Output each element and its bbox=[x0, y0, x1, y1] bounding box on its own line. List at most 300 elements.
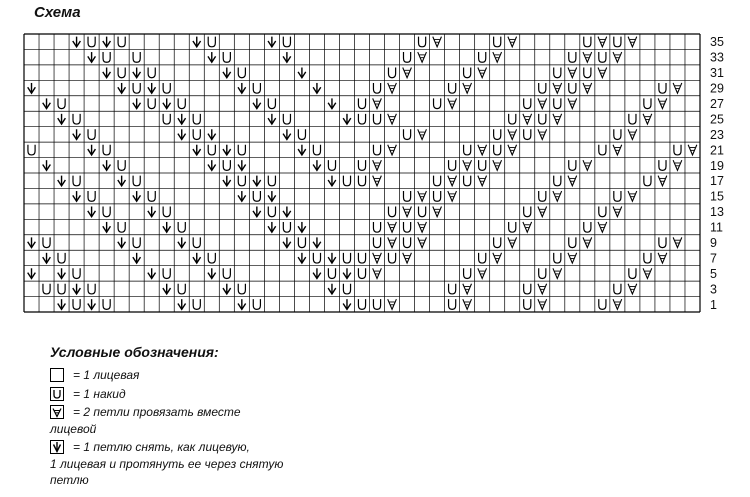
slip-stitch-mark bbox=[223, 176, 231, 186]
yarn-over-mark bbox=[449, 160, 456, 170]
yarn-over-mark bbox=[283, 37, 290, 47]
slip-stitch-mark bbox=[73, 129, 81, 139]
yarn-over-mark bbox=[118, 37, 125, 47]
yarn-over-mark bbox=[629, 114, 636, 124]
slip-stitch-mark bbox=[163, 284, 171, 294]
yarn-over-mark bbox=[358, 176, 365, 186]
yarn-over-mark bbox=[358, 114, 365, 124]
k2tog-mark bbox=[388, 83, 397, 93]
yarn-over-mark bbox=[509, 114, 516, 124]
row-label: 31 bbox=[710, 66, 724, 81]
slip-stitch-mark bbox=[103, 160, 111, 170]
slip-stitch-mark bbox=[193, 145, 201, 155]
yarn-over-mark bbox=[373, 83, 380, 93]
yarn-over-mark bbox=[298, 129, 305, 139]
slip-stitch-mark bbox=[73, 37, 81, 47]
row-label: 13 bbox=[710, 205, 724, 220]
k2tog-mark bbox=[448, 176, 457, 186]
slip-stitch-mark bbox=[118, 237, 126, 247]
yarn-over-mark bbox=[509, 222, 516, 232]
k2tog-mark bbox=[553, 114, 562, 124]
slip-stitch-mark bbox=[28, 268, 36, 278]
yarn-over-mark bbox=[464, 176, 471, 186]
slip-stitch-mark bbox=[88, 207, 96, 217]
yarn-over-mark bbox=[644, 176, 651, 186]
slip-stitch-mark bbox=[178, 114, 186, 124]
yarn-over-mark bbox=[118, 160, 125, 170]
k2tog-mark bbox=[613, 299, 622, 309]
yarn-over-mark bbox=[388, 253, 395, 263]
legend-text-slip-1: = 1 петлю снять, как лицевую, bbox=[73, 440, 250, 454]
k2tog-mark bbox=[508, 237, 517, 247]
k2tog-mark bbox=[688, 145, 697, 155]
row-label: 3 bbox=[710, 282, 717, 297]
yarn-over-mark bbox=[298, 237, 305, 247]
k2tog-mark bbox=[373, 268, 382, 278]
slip-stitch-mark bbox=[88, 145, 96, 155]
yarn-over-mark bbox=[569, 52, 576, 62]
slip-stitch-mark bbox=[253, 98, 261, 108]
yarn-over-mark bbox=[403, 237, 410, 247]
yarn-over-mark bbox=[373, 222, 380, 232]
slip-stitch-mark bbox=[268, 222, 276, 232]
slip-stitch-mark bbox=[58, 268, 66, 278]
yarn-over-mark bbox=[253, 83, 260, 93]
slip-stitch-mark bbox=[208, 129, 216, 139]
k2tog-mark bbox=[403, 253, 412, 263]
yarn-over-mark bbox=[659, 237, 666, 247]
yarn-over-mark bbox=[659, 83, 666, 93]
row-label: 9 bbox=[710, 236, 717, 250]
yarn-over-mark bbox=[193, 129, 200, 139]
yarn-over-mark bbox=[43, 284, 50, 294]
yarn-over-mark bbox=[238, 176, 245, 186]
yarn-over-mark bbox=[313, 145, 320, 155]
slip-stitch-mark bbox=[58, 299, 66, 309]
slip-stitch-mark bbox=[253, 207, 261, 217]
yarn-over-mark bbox=[419, 37, 426, 47]
row-label: 27 bbox=[710, 97, 724, 111]
yarn-over-mark bbox=[464, 68, 471, 78]
yarn-over-mark bbox=[569, 160, 576, 170]
row-label: 23 bbox=[710, 127, 724, 142]
k2tog-mark bbox=[613, 207, 622, 217]
yarn-over-mark bbox=[73, 114, 80, 124]
legend-text-k2tog-1: = 2 петли провязать вместе bbox=[73, 405, 241, 419]
slip-stitch-mark bbox=[118, 176, 126, 186]
row-label: 11 bbox=[710, 220, 723, 235]
yarn-over-mark bbox=[479, 253, 486, 263]
slip-stitch-mark bbox=[148, 83, 156, 93]
yarn-over-mark bbox=[614, 37, 621, 47]
k2tog-mark bbox=[478, 145, 487, 155]
legend-item-yarn-over bbox=[50, 387, 126, 401]
yarn-over-mark bbox=[223, 160, 230, 170]
slip-stitch-mark bbox=[43, 98, 51, 108]
k2tog-mark bbox=[673, 83, 682, 93]
yarn-over-mark bbox=[43, 237, 50, 247]
slip-stitch-mark bbox=[178, 299, 186, 309]
k2tog-mark bbox=[628, 37, 637, 47]
yarn-over-mark bbox=[88, 191, 95, 201]
slip-stitch-mark bbox=[133, 98, 141, 108]
slip-stitch-mark bbox=[223, 68, 231, 78]
slip-stitch-mark bbox=[103, 68, 111, 78]
yarn-over-mark bbox=[328, 268, 335, 278]
yarn-over-mark bbox=[358, 299, 365, 309]
k2tog-mark bbox=[508, 129, 517, 139]
yarn-over-mark bbox=[268, 176, 275, 186]
row-label: 29 bbox=[710, 81, 724, 96]
yarn-over-mark bbox=[163, 268, 170, 278]
k2tog-mark bbox=[388, 299, 397, 309]
yarn-over-mark bbox=[644, 253, 651, 263]
slip-stitch-mark bbox=[328, 98, 336, 108]
row-label: 35 bbox=[710, 35, 724, 50]
slip-stitch-mark bbox=[178, 129, 186, 139]
yarn-over-mark bbox=[494, 237, 501, 247]
k2tog-mark bbox=[448, 98, 457, 108]
slip-stitch-mark bbox=[283, 129, 291, 139]
yarn-over-mark bbox=[358, 268, 365, 278]
yarn-over-mark bbox=[434, 98, 441, 108]
k2tog-mark bbox=[373, 98, 382, 108]
row-label: 15 bbox=[710, 189, 724, 204]
k2tog-mark bbox=[598, 37, 607, 47]
slip-stitch-mark bbox=[103, 37, 111, 47]
slip-stitch-mark bbox=[133, 191, 141, 201]
k2tog-mark bbox=[538, 299, 547, 309]
slip-stitch-mark bbox=[43, 253, 51, 263]
slip-stitch-mark bbox=[163, 222, 171, 232]
yarn-over-mark bbox=[223, 268, 230, 278]
legend-text-knit: = 1 лицевая bbox=[73, 368, 140, 382]
k2tog-mark bbox=[478, 176, 487, 186]
yarn-over-mark bbox=[524, 299, 531, 309]
k2tog-mark bbox=[523, 114, 532, 124]
yarn-over-mark bbox=[208, 37, 215, 47]
yarn-over-mark bbox=[599, 299, 606, 309]
slip-stitch-mark bbox=[283, 237, 291, 247]
yarn-over-mark bbox=[629, 268, 636, 278]
slip-stitch-mark bbox=[298, 253, 306, 263]
yarn-over-mark bbox=[103, 207, 110, 217]
legend-text-slip-2: 1 лицевая и протянуть ее через снятую bbox=[50, 457, 284, 471]
k2tog-mark bbox=[538, 98, 547, 108]
slip-stitch-mark bbox=[163, 98, 171, 108]
legend-title: Условные обозначения: bbox=[50, 344, 219, 360]
yarn-over-mark bbox=[479, 52, 486, 62]
k2tog-mark bbox=[463, 160, 472, 170]
yarn-over-mark bbox=[494, 129, 501, 139]
legend-text-k2tog-2: лицевой bbox=[50, 422, 97, 436]
yarn-over-mark bbox=[373, 145, 380, 155]
yarn-over-mark bbox=[644, 98, 651, 108]
k2tog-mark bbox=[598, 68, 607, 78]
yarn-over-mark bbox=[373, 299, 380, 309]
yarn-over-mark bbox=[133, 176, 140, 186]
k2tog-mark bbox=[538, 207, 547, 217]
yarn-over-mark bbox=[614, 129, 621, 139]
yarn-over-mark bbox=[584, 68, 591, 78]
yarn-over-mark bbox=[539, 268, 546, 278]
legend-text-slip-3: петлю bbox=[50, 473, 89, 487]
yarn-over-mark bbox=[238, 145, 245, 155]
yarn-over-mark bbox=[328, 160, 335, 170]
yarn-over-icon bbox=[50, 387, 64, 401]
k2tog-mark bbox=[463, 299, 472, 309]
slip-stitch-mark bbox=[28, 83, 36, 93]
k2tog-mark bbox=[538, 129, 547, 139]
yarn-over-mark bbox=[73, 176, 80, 186]
yarn-over-mark bbox=[403, 222, 410, 232]
k2tog-mark bbox=[568, 253, 577, 263]
yarn-over-mark bbox=[464, 145, 471, 155]
k2tog-mark bbox=[463, 83, 472, 93]
yarn-over-mark bbox=[193, 237, 200, 247]
row-label: 7 bbox=[710, 251, 717, 266]
slip-stitch-arrow-icon bbox=[50, 440, 64, 454]
slip-stitch-mark bbox=[238, 299, 246, 309]
yarn-over-mark bbox=[133, 52, 140, 62]
k2tog-mark bbox=[418, 191, 427, 201]
yarn-over-mark bbox=[358, 253, 365, 263]
yarn-over-mark bbox=[163, 207, 170, 217]
legend-item-slip bbox=[50, 440, 250, 454]
slip-stitch-mark bbox=[298, 68, 306, 78]
yarn-over-mark bbox=[584, 37, 591, 47]
slip-stitch-mark bbox=[328, 253, 336, 263]
slip-stitch-mark bbox=[88, 299, 96, 309]
k2tog-mark bbox=[568, 176, 577, 186]
slip-stitch-mark bbox=[73, 191, 81, 201]
slip-stitch-mark bbox=[313, 83, 321, 93]
yarn-over-mark bbox=[373, 237, 380, 247]
yarn-over-mark bbox=[554, 68, 561, 78]
yarn-over-mark bbox=[103, 145, 110, 155]
yarn-over-mark bbox=[343, 253, 350, 263]
yarn-over-mark bbox=[479, 160, 486, 170]
yarn-over-mark bbox=[118, 222, 125, 232]
k2tog-mark bbox=[613, 145, 622, 155]
yarn-over-mark bbox=[524, 207, 531, 217]
yarn-over-mark bbox=[614, 284, 621, 294]
chart-title: Схема bbox=[34, 4, 81, 21]
yarn-over-mark bbox=[599, 145, 606, 155]
k2tog-mark bbox=[418, 129, 427, 139]
k2tog-mark bbox=[673, 237, 682, 247]
k2tog-mark bbox=[553, 268, 562, 278]
k2tog-mark bbox=[598, 222, 607, 232]
legend-item-k2tog bbox=[50, 405, 241, 419]
k2tog-icon bbox=[50, 405, 64, 419]
k2tog-mark bbox=[418, 237, 427, 247]
yarn-over-mark bbox=[148, 98, 155, 108]
k2tog-mark bbox=[448, 191, 457, 201]
slip-stitch-mark bbox=[343, 268, 351, 278]
yarn-over-mark bbox=[554, 98, 561, 108]
k2tog-mark bbox=[433, 37, 442, 47]
slip-stitch-mark bbox=[193, 253, 201, 263]
k2tog-mark bbox=[403, 68, 412, 78]
yarn-over-mark bbox=[178, 284, 185, 294]
slip-stitch-mark bbox=[268, 37, 276, 47]
legend-text-yarn-over: = 1 накид bbox=[73, 387, 126, 401]
yarn-over-mark bbox=[163, 114, 170, 124]
k2tog-mark bbox=[553, 83, 562, 93]
row-label: 21 bbox=[710, 143, 724, 158]
yarn-over-mark bbox=[373, 114, 380, 124]
yarn-over-mark bbox=[133, 237, 140, 247]
k2tog-mark bbox=[388, 237, 397, 247]
yarn-over-mark bbox=[419, 207, 426, 217]
yarn-over-mark bbox=[539, 83, 546, 93]
yarn-over-mark bbox=[358, 98, 365, 108]
slip-stitch-mark bbox=[253, 176, 261, 186]
row-label: 1 bbox=[710, 297, 717, 312]
k2tog-mark bbox=[658, 98, 667, 108]
k2tog-mark bbox=[493, 52, 502, 62]
slip-stitch-mark bbox=[208, 160, 216, 170]
slip-stitch-mark bbox=[328, 284, 336, 294]
row-label: 25 bbox=[710, 112, 724, 127]
yarn-over-mark bbox=[403, 129, 410, 139]
yarn-over-mark bbox=[599, 52, 606, 62]
legend-item-knit bbox=[50, 368, 139, 382]
slip-stitch-mark bbox=[223, 145, 231, 155]
k2tog-mark bbox=[463, 284, 472, 294]
k2tog-mark bbox=[628, 129, 637, 139]
yarn-over-mark bbox=[88, 129, 95, 139]
slip-stitch-mark bbox=[148, 268, 156, 278]
slip-stitch-mark bbox=[73, 284, 81, 294]
slip-stitch-mark bbox=[43, 160, 51, 170]
slip-stitch-mark bbox=[343, 114, 351, 124]
yarn-over-mark bbox=[148, 191, 155, 201]
k2tog-mark bbox=[538, 284, 547, 294]
slip-stitch-mark bbox=[328, 176, 336, 186]
k2tog-mark bbox=[523, 222, 532, 232]
yarn-over-mark bbox=[118, 68, 125, 78]
yarn-over-mark bbox=[73, 299, 80, 309]
yarn-over-mark bbox=[58, 284, 65, 294]
yarn-over-mark bbox=[193, 114, 200, 124]
slip-stitch-mark bbox=[103, 222, 111, 232]
k2tog-mark bbox=[568, 68, 577, 78]
slip-stitch-mark bbox=[133, 68, 141, 78]
yarn-over-mark bbox=[584, 222, 591, 232]
slip-stitch-mark bbox=[268, 191, 276, 201]
slip-stitch-mark bbox=[178, 237, 186, 247]
k2tog-mark bbox=[388, 222, 397, 232]
yarn-over-mark bbox=[88, 284, 95, 294]
slip-stitch-mark bbox=[238, 160, 246, 170]
yarn-over-mark bbox=[388, 207, 395, 217]
k2tog-mark bbox=[373, 253, 382, 263]
yarn-over-mark bbox=[449, 299, 456, 309]
k2tog-mark bbox=[553, 191, 562, 201]
yarn-over-mark bbox=[163, 83, 170, 93]
yarn-over-mark bbox=[524, 284, 531, 294]
yarn-over-mark bbox=[268, 207, 275, 217]
slip-stitch-mark bbox=[118, 83, 126, 93]
row-label: 19 bbox=[710, 158, 724, 173]
k2tog-mark bbox=[658, 176, 667, 186]
slip-stitch-mark bbox=[283, 207, 291, 217]
yarn-over-mark bbox=[569, 237, 576, 247]
yarn-over-mark bbox=[494, 145, 501, 155]
yarn-over-mark bbox=[524, 129, 531, 139]
yarn-over-mark bbox=[554, 253, 561, 263]
yarn-over-mark bbox=[208, 253, 215, 263]
slip-stitch-mark bbox=[133, 253, 141, 263]
k2tog-mark bbox=[493, 253, 502, 263]
slip-stitch-mark bbox=[298, 222, 306, 232]
slip-stitch-mark bbox=[148, 207, 156, 217]
slip-stitch-mark bbox=[313, 268, 321, 278]
k2tog-mark bbox=[628, 191, 637, 201]
yarn-over-mark bbox=[343, 176, 350, 186]
yarn-over-mark bbox=[283, 222, 290, 232]
slip-stitch-mark bbox=[88, 52, 96, 62]
yarn-over-mark bbox=[674, 145, 681, 155]
yarn-over-mark bbox=[253, 299, 260, 309]
yarn-over-mark bbox=[148, 68, 155, 78]
k2tog-mark bbox=[433, 207, 442, 217]
slip-stitch-mark bbox=[193, 37, 201, 47]
k2tog-mark bbox=[673, 160, 682, 170]
slip-stitch-mark bbox=[58, 114, 66, 124]
k2tog-mark bbox=[643, 114, 652, 124]
k2tog-mark bbox=[658, 253, 667, 263]
k2tog-mark bbox=[418, 222, 427, 232]
row-label: 5 bbox=[710, 266, 717, 281]
yarn-over-mark bbox=[58, 253, 65, 263]
k2tog-mark bbox=[568, 98, 577, 108]
row-label: 33 bbox=[710, 50, 724, 65]
yarn-over-mark bbox=[599, 207, 606, 217]
yarn-over-mark bbox=[403, 52, 410, 62]
yarn-over-mark bbox=[193, 299, 200, 309]
yarn-over-mark bbox=[659, 160, 666, 170]
slip-stitch-mark bbox=[343, 299, 351, 309]
k2tog-mark bbox=[628, 284, 637, 294]
slip-stitch-mark bbox=[313, 237, 321, 247]
k2tog-mark bbox=[388, 114, 397, 124]
slip-stitch-mark bbox=[58, 176, 66, 186]
k2tog-mark bbox=[583, 160, 592, 170]
yarn-over-mark bbox=[343, 284, 350, 294]
k2tog-mark bbox=[583, 83, 592, 93]
k2tog-mark bbox=[613, 52, 622, 62]
yarn-over-mark bbox=[268, 98, 275, 108]
yarn-over-mark bbox=[494, 37, 501, 47]
k2tog-mark bbox=[418, 52, 427, 62]
yarn-over-mark bbox=[614, 191, 621, 201]
slip-stitch-mark bbox=[298, 145, 306, 155]
yarn-over-mark bbox=[449, 284, 456, 294]
k2tog-mark bbox=[583, 52, 592, 62]
k2tog-mark bbox=[643, 268, 652, 278]
yarn-over-mark bbox=[73, 268, 80, 278]
k2tog-mark bbox=[508, 37, 517, 47]
slip-stitch-mark bbox=[268, 114, 276, 124]
yarn-over-mark bbox=[449, 83, 456, 93]
yarn-over-mark bbox=[88, 37, 95, 47]
k2tog-mark bbox=[373, 160, 382, 170]
yarn-over-mark bbox=[539, 114, 546, 124]
yarn-over-mark bbox=[253, 191, 260, 201]
